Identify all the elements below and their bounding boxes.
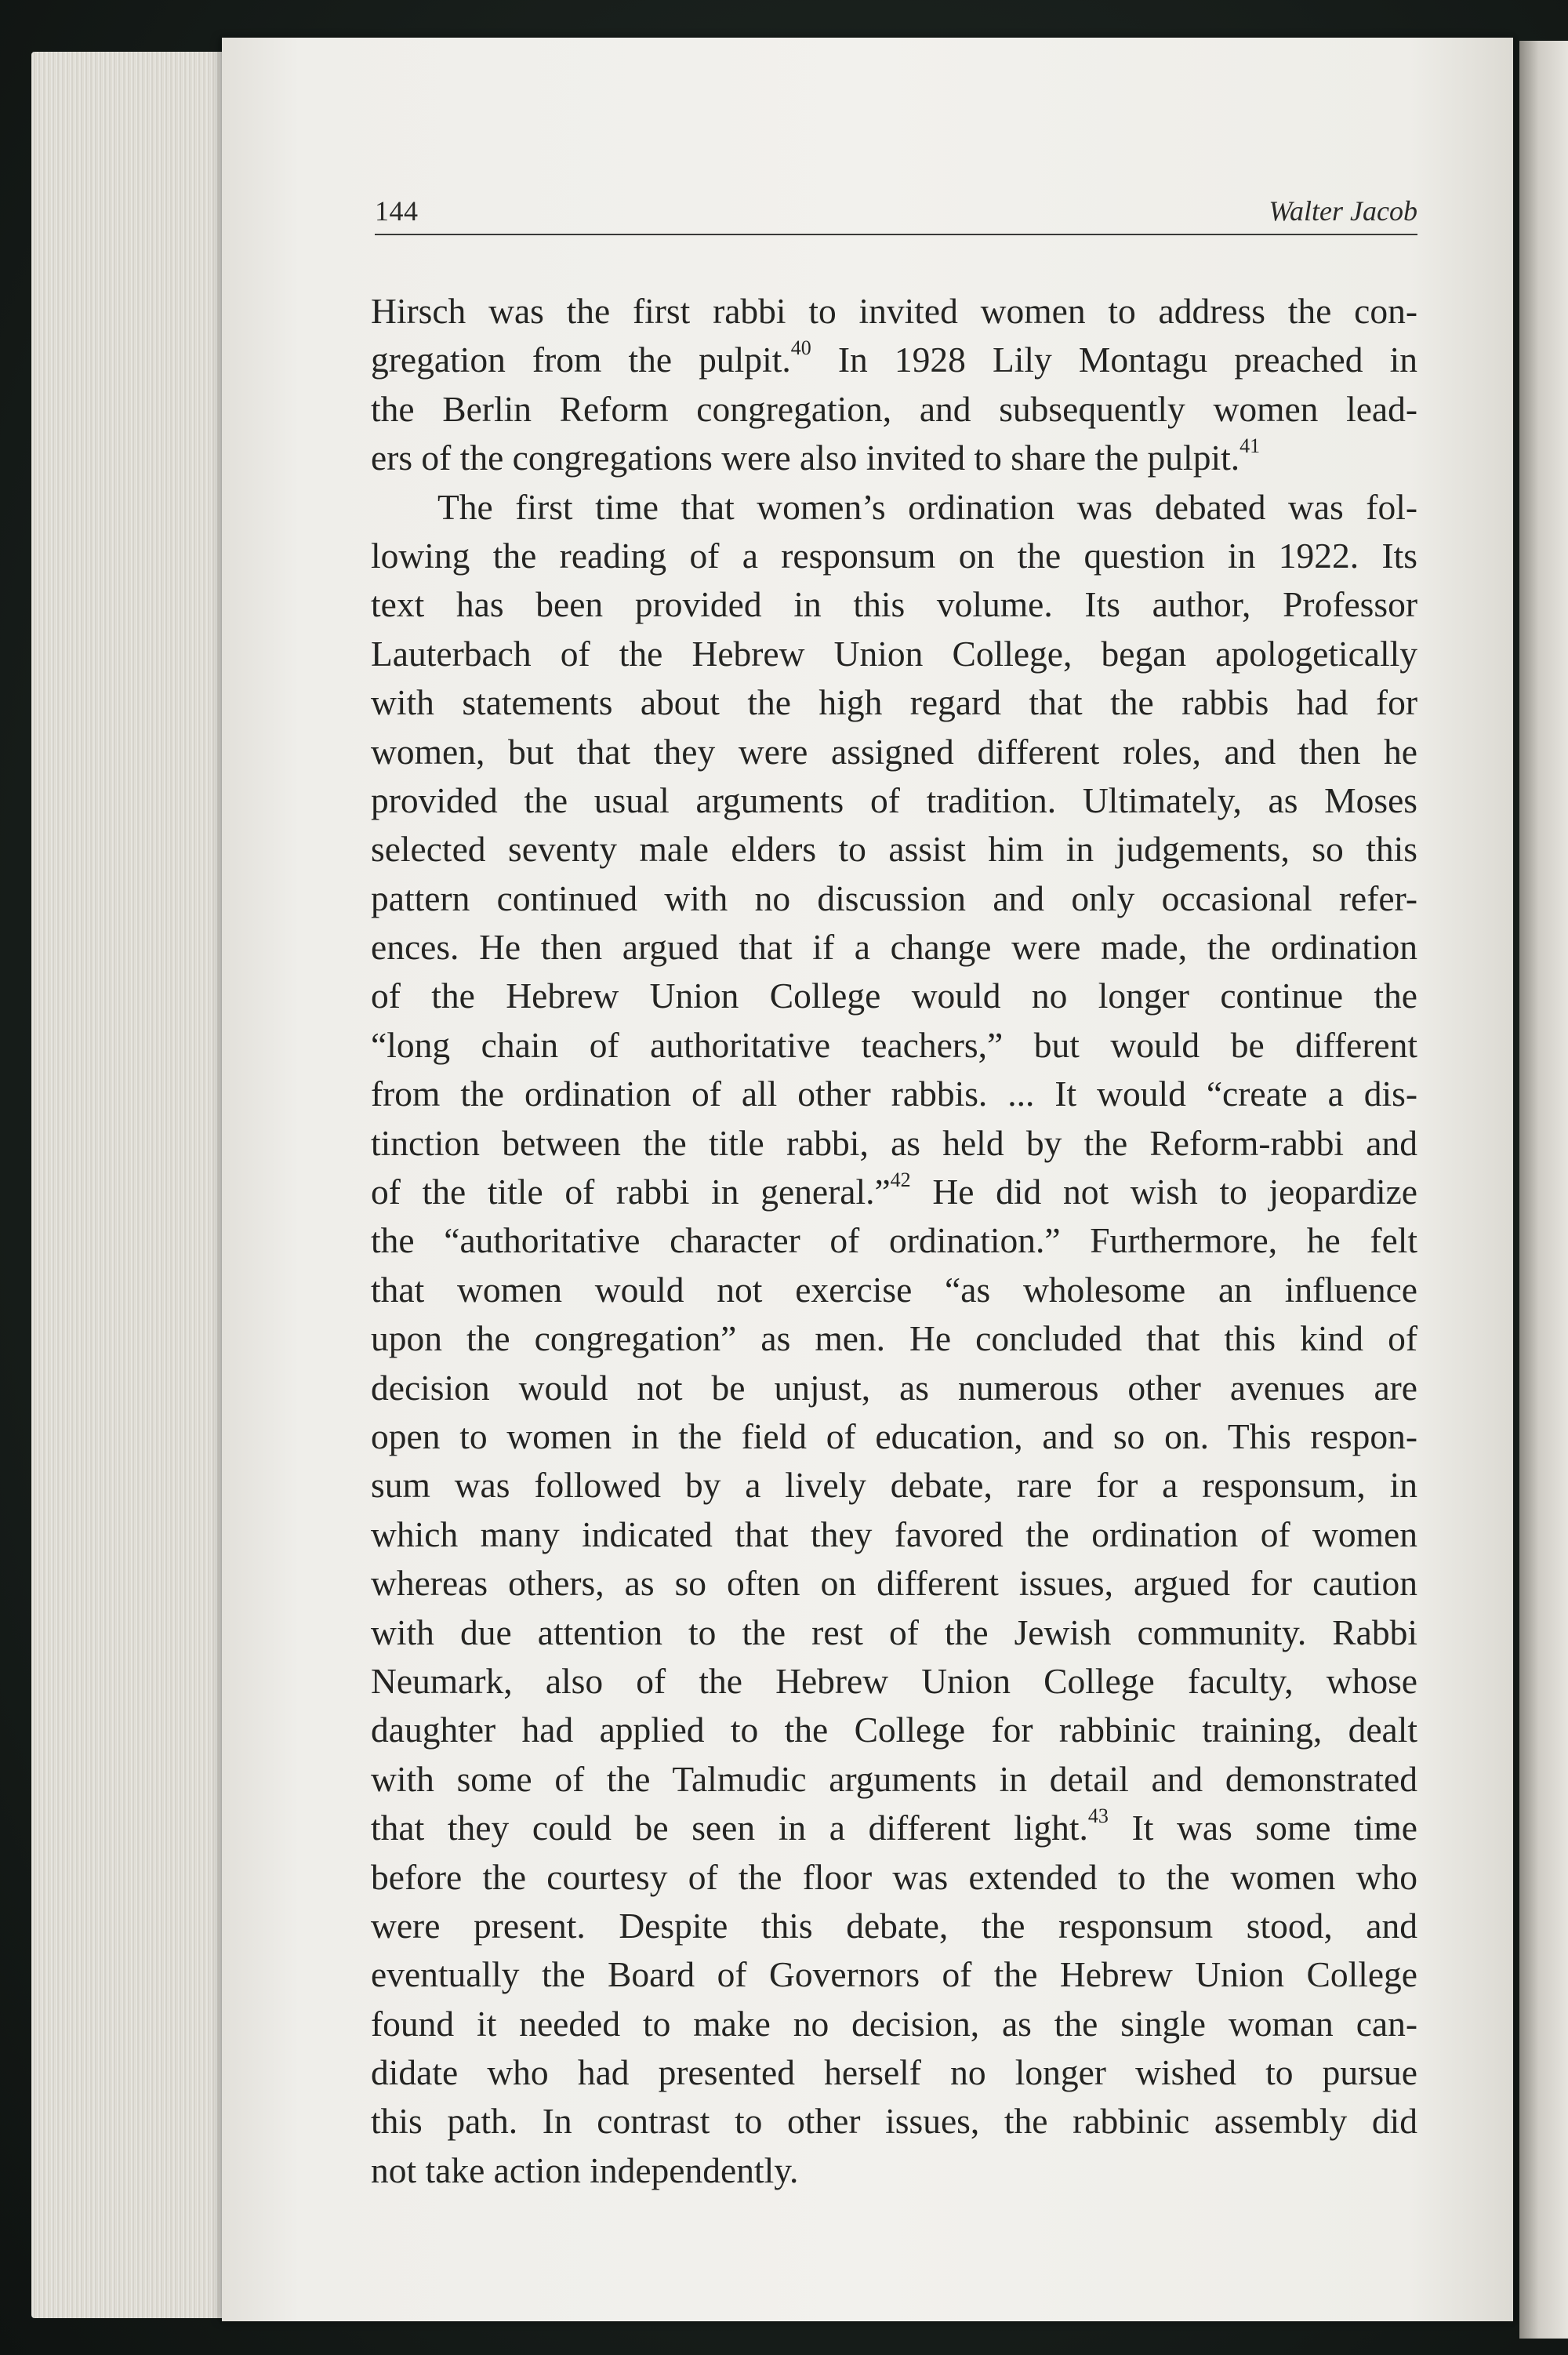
- text-line: open to women in the field of education, and so on. This respon-: [371, 1416, 1417, 1456]
- text-line: “long chain of authoritative teachers,” but would be different: [371, 1024, 1417, 1065]
- text-line: daughter had applied to the College for rabbinic training, dealt: [371, 1710, 1417, 1750]
- footnote-ref-41: 41: [1240, 434, 1261, 458]
- text-line: with some of the Talmudic arguments in detail and demonstrated: [371, 1758, 1417, 1799]
- text-line: that they could be seen in a different light.$^{43}$ It was some time: [371, 1804, 1418, 1848]
- book-page: [222, 38, 1513, 2321]
- text-line: provided the usual arguments of tradition. Ultimately, as Moses: [371, 780, 1417, 820]
- text-line: before the courtesy of the floor was extended to the women who: [371, 1856, 1417, 1897]
- text-line: didate who had presented herself no longer wished to pursue: [371, 2052, 1417, 2093]
- text-line: Lauterbach of the Hebrew Union College, began apologetically: [371, 633, 1417, 674]
- text-line-paragraph-start: The first time that women’s ordination was debated was fol-: [437, 486, 1417, 527]
- text-line: which many indicated that they favored the ordination of women: [371, 1514, 1417, 1554]
- text-line-paragraph-end: not take action independently.: [371, 2150, 799, 2190]
- text-line: ers of the congregations were also invited to share the pulpit.$^{41}$: [371, 434, 1261, 478]
- text-line: found it needed to make no decision, as the single woman can-: [371, 2003, 1417, 2044]
- text-line: of the Hebrew Union College would no longer continue the: [371, 976, 1417, 1016]
- text-line: ences. He then argued that if a change were made, the ordination: [371, 927, 1417, 968]
- text-line: gregation from the pulpit.$^{40}$ In 1928 Lily Montagu preached in: [371, 336, 1417, 380]
- running-head-author: Walter Jacob: [1269, 195, 1417, 227]
- text-line: Neumark, also of the Hebrew Union College faculty, whose: [371, 1660, 1417, 1701]
- text-line: from the ordination of all other rabbis. ... It would “create a dis-: [371, 1074, 1417, 1114]
- text-line: eventually the Board of Governors of the Hebrew Union College: [371, 1954, 1417, 1995]
- text-line: this path. In contrast to other issues, the rabbinic assembly did: [371, 2101, 1417, 2142]
- footnote-ref-42: 42: [890, 1168, 911, 1191]
- text-line: Hirsch was the first rabbi to invited women to address the con-: [371, 291, 1417, 331]
- text-line: were present. Despite this debate, the responsum stood, and: [371, 1905, 1417, 1946]
- text-line: tinction between the title rabbi, as held by the Reform-rabbi and: [371, 1122, 1417, 1163]
- text-line: decision would not be unjust, as numerous other avenues are: [371, 1367, 1417, 1408]
- page-number: 144: [375, 195, 419, 227]
- text-line: with statements about the high regard that the rabbis had for: [371, 682, 1417, 723]
- text-line: of the title of rabbi in general.”$^{42}$ He did not wish to jeopardize: [371, 1168, 1418, 1212]
- text-line: upon the congregation” as men. He concluded that this kind of: [371, 1318, 1417, 1359]
- text-line: women, but that they were assigned different roles, and then he: [371, 731, 1417, 772]
- body-text: [371, 287, 1417, 2195]
- text-line: lowing the reading of a responsum on the question in 1922. Its: [371, 535, 1417, 576]
- facing-page-edge: [1519, 41, 1568, 2339]
- text-line: the “authoritative character of ordination.” Furthermore, he felt: [371, 1220, 1417, 1261]
- text-line: selected seventy male elders to assist him in judgements, so this: [371, 829, 1417, 870]
- footnote-ref-40: 40: [790, 336, 811, 360]
- text-line: whereas others, as so often on different issues, argued for caution: [371, 1563, 1417, 1604]
- running-head: [375, 187, 1417, 235]
- text-line: the Berlin Reform congregation, and subsequently women lead-: [371, 388, 1417, 429]
- text-line: sum was followed by a lively debate, rare for a responsum, in: [371, 1465, 1417, 1506]
- text-line: pattern continued with no discussion and only occasional refer-: [371, 878, 1417, 918]
- text-line: that women would not exercise “as wholesome an influence: [371, 1269, 1417, 1310]
- text-line: text has been provided in this volume. Its author, Professor: [371, 584, 1417, 625]
- text-line: with due attention to the rest of the Jewish community. Rabbi: [371, 1612, 1417, 1652]
- footnote-ref-43: 43: [1087, 1804, 1109, 1827]
